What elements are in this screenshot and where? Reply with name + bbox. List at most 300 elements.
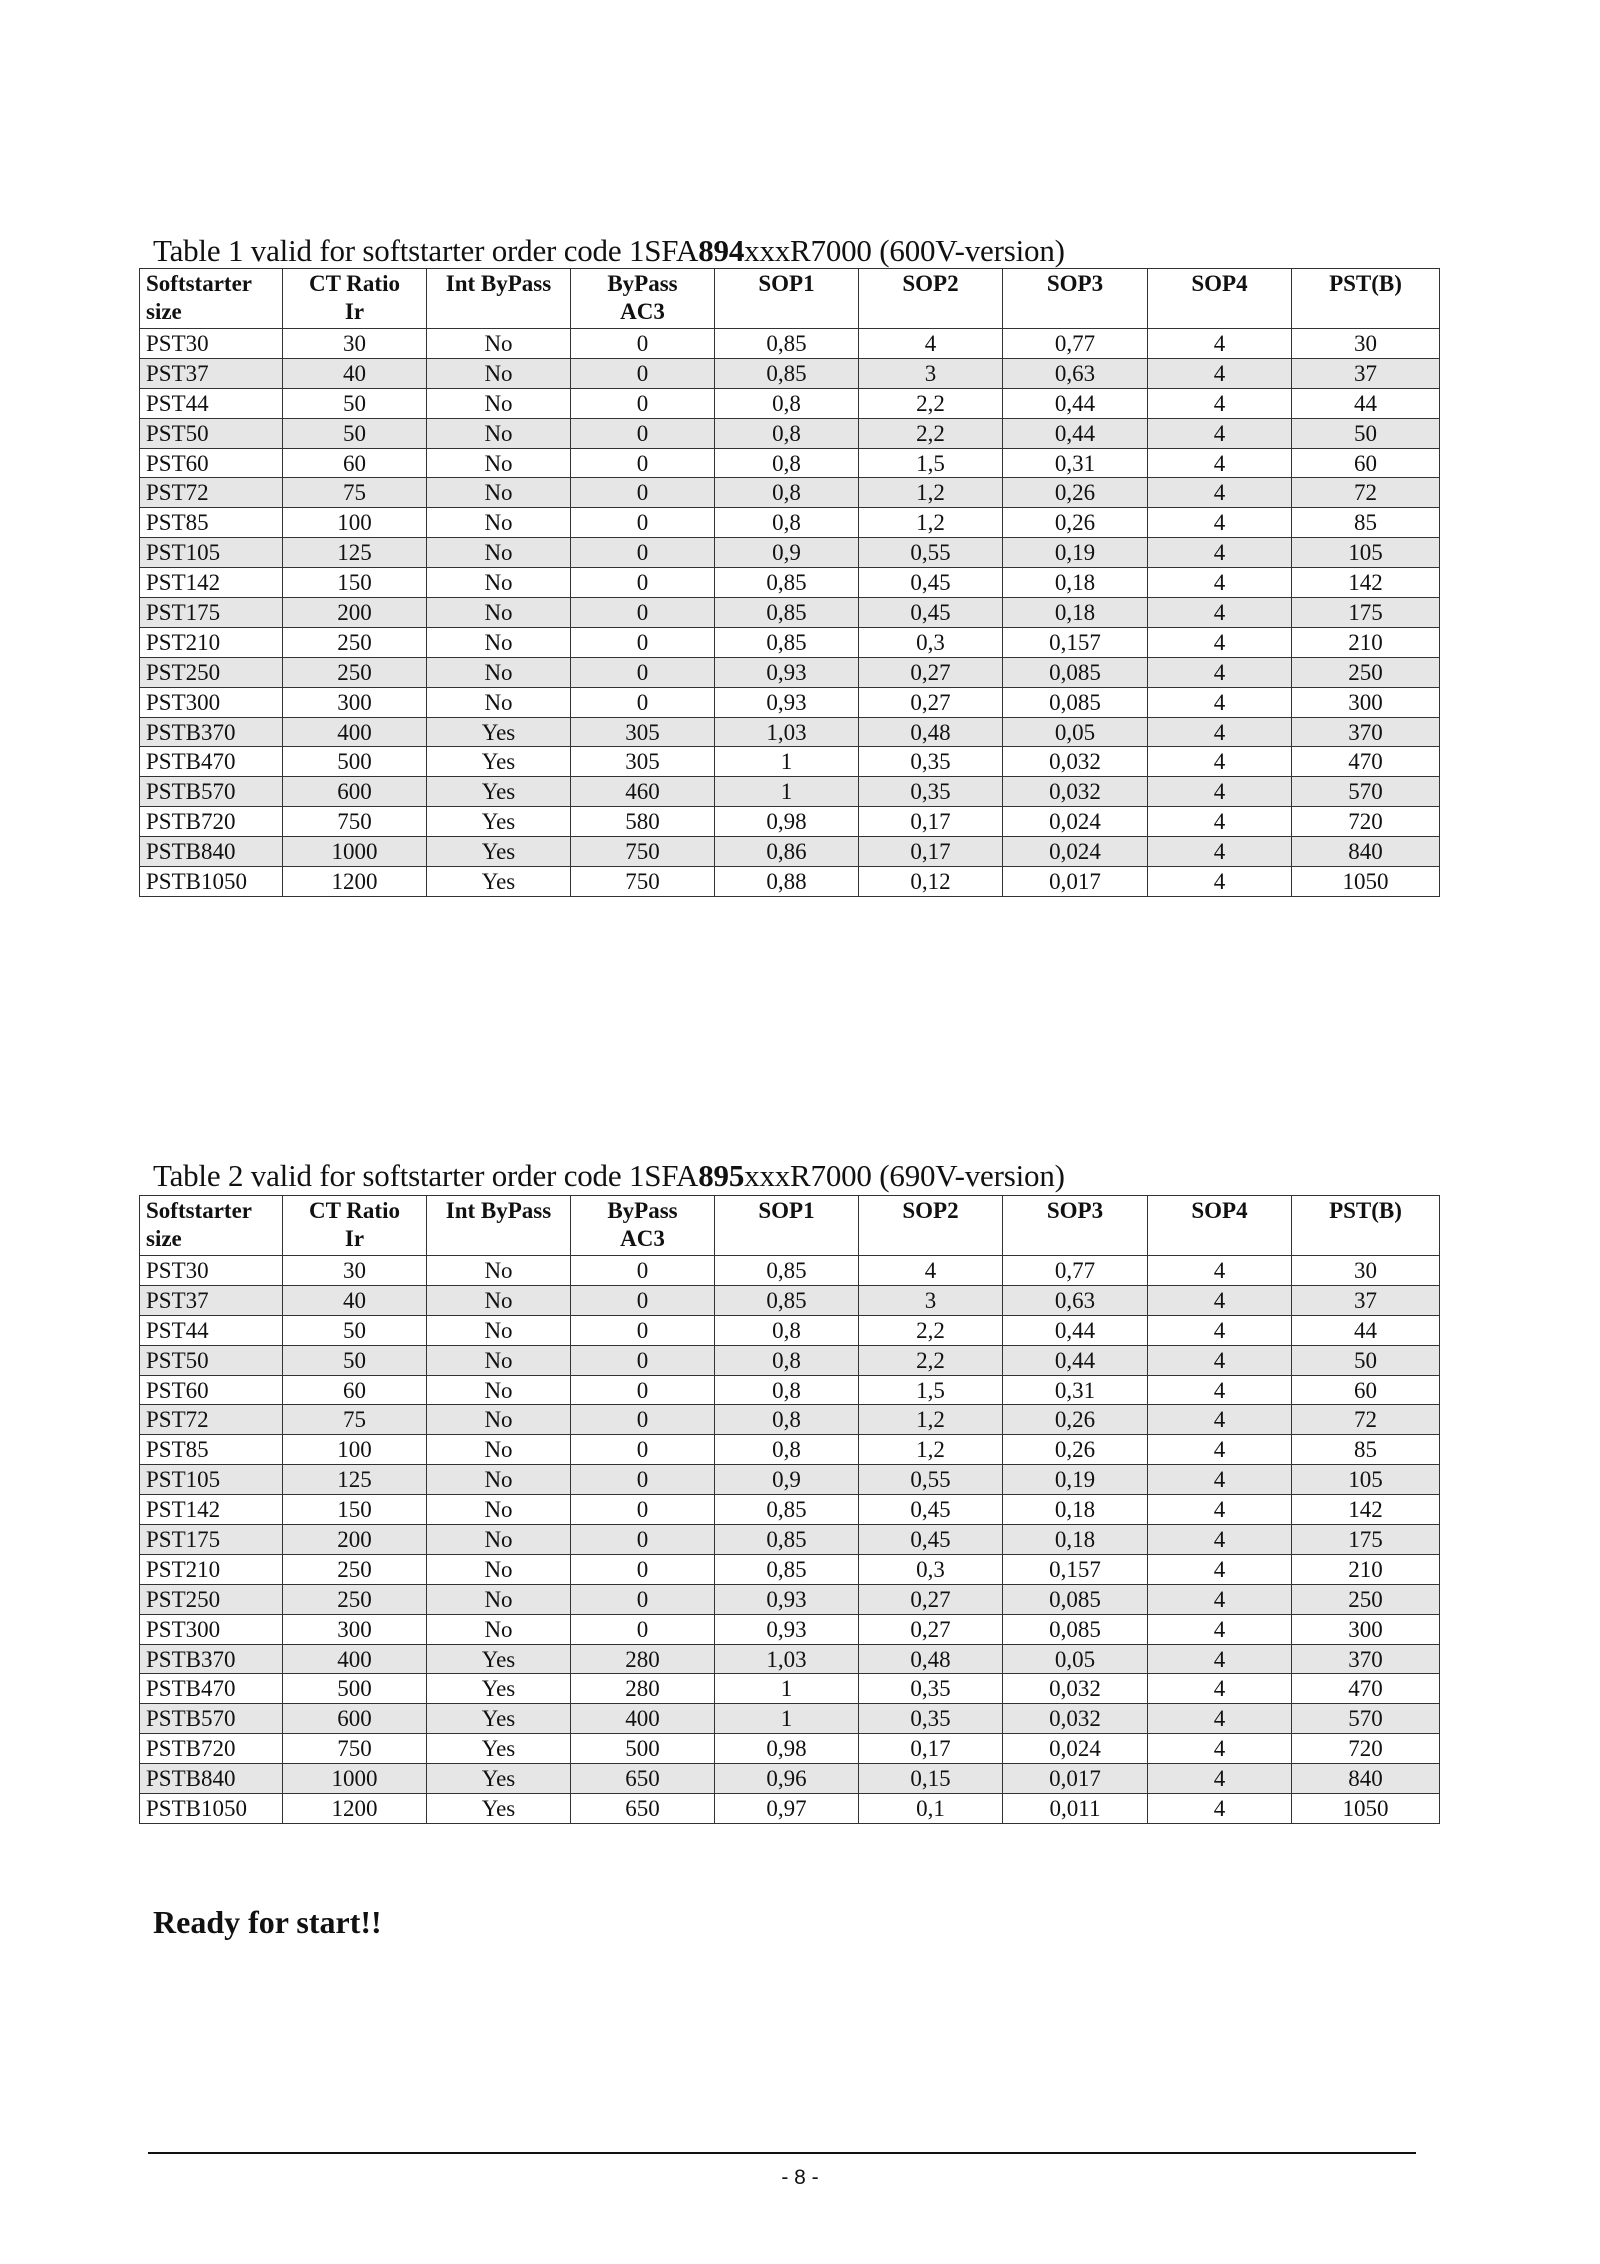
table-cell: 4	[1148, 1584, 1292, 1614]
table-cell: 0,85	[715, 627, 859, 657]
table-cell: 580	[571, 807, 715, 837]
table-cell: No	[427, 418, 571, 448]
table-cell: 60	[1292, 448, 1440, 478]
table-cell: 470	[1292, 1674, 1440, 1704]
table-cell: 0	[571, 1375, 715, 1405]
table-cell: 200	[283, 598, 427, 628]
table-cell: 0	[571, 1405, 715, 1435]
table-cell: 72	[1292, 1405, 1440, 1435]
table-cell: 37	[1292, 1285, 1440, 1315]
table-cell: PST72	[140, 1405, 283, 1435]
table-cell: 1,2	[859, 478, 1003, 508]
table-cell: 0	[571, 418, 715, 448]
table2-caption-suffix: xxxR7000 (690V-version)	[744, 1158, 1065, 1193]
table1	[139, 268, 1440, 897]
footer-rule	[148, 2152, 1416, 2154]
table-cell: 0,77	[1003, 329, 1148, 359]
table-cell: Yes	[427, 867, 571, 897]
table-cell: 0,85	[715, 1285, 859, 1315]
table-cell: 0,26	[1003, 1405, 1148, 1435]
table-cell: PST105	[140, 538, 283, 568]
table-cell: PSTB570	[140, 1704, 283, 1734]
table-cell: 0	[571, 329, 715, 359]
column-header: SOP1	[715, 1196, 859, 1256]
table-row	[140, 1465, 1440, 1495]
table-cell: No	[427, 657, 571, 687]
table1-caption	[153, 233, 1065, 269]
column-header: SOP4	[1148, 1196, 1292, 1256]
table-cell: 4	[1148, 1375, 1292, 1405]
table-row	[140, 1405, 1440, 1435]
table-cell: PST300	[140, 1614, 283, 1644]
table-cell: 37	[1292, 358, 1440, 388]
table-cell: 75	[283, 478, 427, 508]
table-cell: PSTB840	[140, 1764, 283, 1794]
table-cell: PSTB720	[140, 1734, 283, 1764]
table-cell: 1200	[283, 1794, 427, 1824]
table-cell: 100	[283, 1435, 427, 1465]
table-cell: No	[427, 1584, 571, 1614]
table-row	[140, 777, 1440, 807]
table-row	[140, 1345, 1440, 1375]
table-cell: No	[427, 1465, 571, 1495]
table-cell: 40	[283, 1285, 427, 1315]
table-cell: 4	[1148, 568, 1292, 598]
table-cell: 142	[1292, 1495, 1440, 1525]
table-cell: PST60	[140, 1375, 283, 1405]
table-cell: 1	[715, 747, 859, 777]
table-cell: 0,88	[715, 867, 859, 897]
table-cell: No	[427, 388, 571, 418]
table-cell: 0,032	[1003, 1674, 1148, 1704]
table-cell: 4	[1148, 1644, 1292, 1674]
table-cell: 1,5	[859, 448, 1003, 478]
column-header: SOP2	[859, 269, 1003, 329]
table-cell: 370	[1292, 1644, 1440, 1674]
table-cell: 0,8	[715, 1375, 859, 1405]
table-row	[140, 418, 1440, 448]
table-cell: 105	[1292, 538, 1440, 568]
table-cell: 570	[1292, 777, 1440, 807]
table-cell: 1050	[1292, 1794, 1440, 1824]
table-cell: 72	[1292, 478, 1440, 508]
column-header: PST(B)	[1292, 1196, 1440, 1256]
table-cell: 0,35	[859, 1704, 1003, 1734]
table-cell: 0,55	[859, 538, 1003, 568]
table-cell: Yes	[427, 1734, 571, 1764]
table-cell: PST72	[140, 478, 283, 508]
table-cell: 250	[283, 1554, 427, 1584]
table-row	[140, 358, 1440, 388]
table-cell: 4	[1148, 1674, 1292, 1704]
table-cell: PST175	[140, 1525, 283, 1555]
table-cell: 0,18	[1003, 598, 1148, 628]
table-row	[140, 837, 1440, 867]
table-cell: 150	[283, 1495, 427, 1525]
table-cell: 1050	[1292, 867, 1440, 897]
table-cell: 50	[1292, 1345, 1440, 1375]
table-cell: 0,55	[859, 1465, 1003, 1495]
table-cell: 4	[1148, 418, 1292, 448]
table-cell: 4	[1148, 1734, 1292, 1764]
table-cell: No	[427, 598, 571, 628]
table-cell: 0	[571, 1584, 715, 1614]
table-cell: PST105	[140, 1465, 283, 1495]
table1-caption-prefix: Table 1 valid for softstarter order code 1SFA	[153, 233, 699, 268]
table-cell: 0,1	[859, 1794, 1003, 1824]
table-cell: 0,011	[1003, 1794, 1148, 1824]
table-row	[140, 1674, 1440, 1704]
table-cell: 0	[571, 1256, 715, 1286]
table-cell: No	[427, 448, 571, 478]
table-cell: 44	[1292, 388, 1440, 418]
table-cell: 750	[283, 1734, 427, 1764]
table-cell: 75	[283, 1405, 427, 1435]
table-cell: 0,157	[1003, 1554, 1148, 1584]
table-cell: No	[427, 1614, 571, 1644]
table-cell: 4	[859, 329, 1003, 359]
table-cell: 150	[283, 568, 427, 598]
column-header: Int ByPass	[427, 269, 571, 329]
table-row	[140, 538, 1440, 568]
table-cell: 0,85	[715, 1256, 859, 1286]
table-cell: 1000	[283, 837, 427, 867]
table-cell: No	[427, 1495, 571, 1525]
table-cell: 4	[1148, 448, 1292, 478]
table-cell: 4	[1148, 747, 1292, 777]
table-cell: 0,8	[715, 1435, 859, 1465]
table-row	[140, 627, 1440, 657]
table-cell: 4	[1148, 807, 1292, 837]
table-cell: PSTB1050	[140, 867, 283, 897]
table-cell: 0,27	[859, 1614, 1003, 1644]
table-cell: 0,032	[1003, 1704, 1148, 1734]
column-header: Int ByPass	[427, 1196, 571, 1256]
table-cell: 0,8	[715, 448, 859, 478]
table-cell: 4	[1148, 1764, 1292, 1794]
table-cell: 0,017	[1003, 867, 1148, 897]
table-cell: 0,85	[715, 1554, 859, 1584]
table-cell: 0	[571, 478, 715, 508]
table-cell: 0,032	[1003, 777, 1148, 807]
column-header: Softstarter size	[140, 269, 283, 329]
table-cell: 0,18	[1003, 1495, 1148, 1525]
table-cell: 0,31	[1003, 448, 1148, 478]
table-cell: Yes	[427, 1764, 571, 1794]
table-cell: 4	[1148, 1435, 1292, 1465]
table-cell: PST30	[140, 329, 283, 359]
table-cell: 305	[571, 747, 715, 777]
table-cell: 4	[1148, 358, 1292, 388]
table-cell: 4	[1148, 1405, 1292, 1435]
table-cell: 0,032	[1003, 747, 1148, 777]
table-row	[140, 1764, 1440, 1794]
table-cell: PSTB370	[140, 717, 283, 747]
table-cell: 0,98	[715, 807, 859, 837]
table-cell: Yes	[427, 1644, 571, 1674]
table-cell: 0,45	[859, 1525, 1003, 1555]
table-cell: 0,05	[1003, 1644, 1148, 1674]
table-cell: 0,93	[715, 657, 859, 687]
table-cell: 142	[1292, 568, 1440, 598]
table-cell: PSTB720	[140, 807, 283, 837]
table-cell: 0,085	[1003, 1614, 1148, 1644]
table-cell: No	[427, 627, 571, 657]
table-cell: 0,8	[715, 1345, 859, 1375]
table-cell: 0,45	[859, 568, 1003, 598]
column-header: ByPass AC3	[571, 1196, 715, 1256]
table-cell: 2,2	[859, 1315, 1003, 1345]
table-cell: 30	[283, 329, 427, 359]
column-header: CT Ratio Ir	[283, 1196, 427, 1256]
table-cell: 4	[1148, 687, 1292, 717]
table-cell: 2,2	[859, 388, 1003, 418]
table-cell: 0,3	[859, 1554, 1003, 1584]
table-cell: 0	[571, 598, 715, 628]
table-cell: 50	[283, 1315, 427, 1345]
table-cell: No	[427, 508, 571, 538]
table-cell: 4	[1148, 1285, 1292, 1315]
table-row	[140, 598, 1440, 628]
table-row	[140, 1525, 1440, 1555]
table-cell: 600	[283, 777, 427, 807]
table-row	[140, 1614, 1440, 1644]
table-cell: 1000	[283, 1764, 427, 1794]
table-cell: 4	[1148, 1794, 1292, 1824]
table-cell: 4	[1148, 508, 1292, 538]
table-cell: 750	[571, 837, 715, 867]
table-cell: 720	[1292, 807, 1440, 837]
table-cell: No	[427, 1315, 571, 1345]
table2-caption	[153, 1158, 1065, 1194]
column-header: SOP3	[1003, 269, 1148, 329]
table-cell: 0,12	[859, 867, 1003, 897]
table-row	[140, 1256, 1440, 1286]
table-cell: 0,63	[1003, 1285, 1148, 1315]
table-cell: 650	[571, 1794, 715, 1824]
table-cell: 4	[1148, 867, 1292, 897]
table-cell: 1,2	[859, 1435, 1003, 1465]
table-cell: 750	[571, 867, 715, 897]
table-cell: 0,8	[715, 508, 859, 538]
table-cell: 0	[571, 1465, 715, 1495]
table-cell: 4	[1148, 1465, 1292, 1495]
table-cell: 4	[1148, 1495, 1292, 1525]
table-cell: 60	[283, 448, 427, 478]
table-cell: 840	[1292, 1764, 1440, 1794]
table-cell: PSTB470	[140, 1674, 283, 1704]
table-cell: 0,157	[1003, 627, 1148, 657]
table-row	[140, 1584, 1440, 1614]
table-cell: 3	[859, 1285, 1003, 1315]
table-cell: 0,93	[715, 1614, 859, 1644]
table-cell: 280	[571, 1674, 715, 1704]
table-cell: PST60	[140, 448, 283, 478]
table-cell: 370	[1292, 717, 1440, 747]
table-cell: 0,024	[1003, 1734, 1148, 1764]
table-cell: PST50	[140, 418, 283, 448]
table-cell: 175	[1292, 598, 1440, 628]
table-cell: 1,2	[859, 508, 1003, 538]
table-cell: 0	[571, 358, 715, 388]
table-cell: 0,97	[715, 1794, 859, 1824]
table-cell: No	[427, 1375, 571, 1405]
table-cell: 50	[283, 418, 427, 448]
table-cell: 0,8	[715, 1405, 859, 1435]
table-cell: 4	[1148, 777, 1292, 807]
table-cell: 0,77	[1003, 1256, 1148, 1286]
table-cell: 125	[283, 1465, 427, 1495]
table-cell: PST142	[140, 1495, 283, 1525]
table-cell: 30	[283, 1256, 427, 1286]
table-cell: 0	[571, 1435, 715, 1465]
table-cell: No	[427, 1345, 571, 1375]
table1-header-row	[140, 269, 1440, 329]
table-cell: 0,45	[859, 598, 1003, 628]
table-cell: 1	[715, 1704, 859, 1734]
table-cell: 0,26	[1003, 478, 1148, 508]
table-cell: PST44	[140, 388, 283, 418]
table-cell: No	[427, 568, 571, 598]
table-cell: 0,18	[1003, 568, 1148, 598]
table-cell: Yes	[427, 837, 571, 867]
table-cell: 650	[571, 1764, 715, 1794]
table-cell: 4	[1148, 837, 1292, 867]
column-header: CT Ratio Ir	[283, 269, 427, 329]
page-number: - 8 -	[781, 2166, 819, 2189]
table-cell: 105	[1292, 1465, 1440, 1495]
table-cell: 0,35	[859, 1674, 1003, 1704]
table-cell: 0,48	[859, 1644, 1003, 1674]
table-cell: 0,35	[859, 747, 1003, 777]
table-cell: Yes	[427, 777, 571, 807]
table-cell: 400	[283, 717, 427, 747]
table-cell: 2,2	[859, 1345, 1003, 1375]
table-cell: 300	[283, 687, 427, 717]
table-cell: 500	[571, 1734, 715, 1764]
table-row	[140, 1554, 1440, 1584]
table-cell: 30	[1292, 329, 1440, 359]
table-cell: 0	[571, 1554, 715, 1584]
table-cell: 0,98	[715, 1734, 859, 1764]
table-cell: 250	[283, 657, 427, 687]
table-cell: 85	[1292, 1435, 1440, 1465]
table-cell: 0	[571, 687, 715, 717]
table-cell: 460	[571, 777, 715, 807]
table-row	[140, 388, 1440, 418]
table-cell: 0	[571, 448, 715, 478]
table-cell: 0,45	[859, 1495, 1003, 1525]
table-row	[140, 1704, 1440, 1734]
table-cell: 0,19	[1003, 1465, 1148, 1495]
table-row	[140, 1495, 1440, 1525]
table-cell: 0	[571, 508, 715, 538]
table-cell: 0,85	[715, 329, 859, 359]
table-cell: 0	[571, 538, 715, 568]
table-row	[140, 448, 1440, 478]
table-cell: 0	[571, 657, 715, 687]
table-cell: 0,93	[715, 1584, 859, 1614]
table-cell: Yes	[427, 1674, 571, 1704]
table-cell: 0,31	[1003, 1375, 1148, 1405]
table-cell: 0,085	[1003, 1584, 1148, 1614]
table-cell: PST44	[140, 1315, 283, 1345]
table-cell: 0,8	[715, 1315, 859, 1345]
table-cell: 0,085	[1003, 657, 1148, 687]
table-row	[140, 1375, 1440, 1405]
table-cell: 0,85	[715, 358, 859, 388]
table-cell: 4	[1148, 1614, 1292, 1644]
table-cell: PSTB370	[140, 1644, 283, 1674]
table-cell: 305	[571, 717, 715, 747]
table-cell: 175	[1292, 1525, 1440, 1555]
table-cell: Yes	[427, 1704, 571, 1734]
table-cell: 0	[571, 1495, 715, 1525]
table-cell: 44	[1292, 1315, 1440, 1345]
table-cell: 4	[1148, 478, 1292, 508]
table2	[139, 1195, 1440, 1824]
table-cell: 4	[1148, 388, 1292, 418]
column-header: SOP3	[1003, 1196, 1148, 1256]
table-cell: No	[427, 1525, 571, 1555]
table-cell: 4	[1148, 657, 1292, 687]
table-cell: PST50	[140, 1345, 283, 1375]
table-cell: 4	[1148, 627, 1292, 657]
table-cell: 0,27	[859, 687, 1003, 717]
table-cell: 1,2	[859, 1405, 1003, 1435]
table-cell: 4	[1148, 598, 1292, 628]
table-cell: 0,63	[1003, 358, 1148, 388]
table-cell: 3	[859, 358, 1003, 388]
table-cell: 2,2	[859, 418, 1003, 448]
table-cell: PST250	[140, 1584, 283, 1614]
table-row	[140, 747, 1440, 777]
table-cell: 4	[1148, 717, 1292, 747]
table-cell: 50	[1292, 418, 1440, 448]
table-cell: 100	[283, 508, 427, 538]
column-header: SOP1	[715, 269, 859, 329]
table-row	[140, 807, 1440, 837]
table-row	[140, 1435, 1440, 1465]
table-cell: 720	[1292, 1734, 1440, 1764]
table-cell: 0,17	[859, 807, 1003, 837]
table-cell: 0,44	[1003, 418, 1148, 448]
table-cell: No	[427, 478, 571, 508]
table-cell: 300	[1292, 1614, 1440, 1644]
table-cell: 0,44	[1003, 1345, 1148, 1375]
ready-for-start-text: Ready for start!!	[153, 1904, 382, 1940]
table-cell: 0,44	[1003, 388, 1148, 418]
table1-caption-bold: 894	[698, 233, 745, 268]
table-cell: PST30	[140, 1256, 283, 1286]
table-cell: 85	[1292, 508, 1440, 538]
table-cell: PST85	[140, 1435, 283, 1465]
table-cell: 600	[283, 1704, 427, 1734]
column-header: Softstarter size	[140, 1196, 283, 1256]
table-row	[140, 478, 1440, 508]
table-cell: Yes	[427, 1794, 571, 1824]
table-cell: 500	[283, 1674, 427, 1704]
table-cell: 0,26	[1003, 1435, 1148, 1465]
table-row	[140, 1794, 1440, 1824]
table-cell: No	[427, 1285, 571, 1315]
table-cell: 50	[283, 388, 427, 418]
table-row	[140, 867, 1440, 897]
table-cell: 400	[571, 1704, 715, 1734]
table-cell: 125	[283, 538, 427, 568]
table-row	[140, 717, 1440, 747]
table-cell: PST250	[140, 657, 283, 687]
